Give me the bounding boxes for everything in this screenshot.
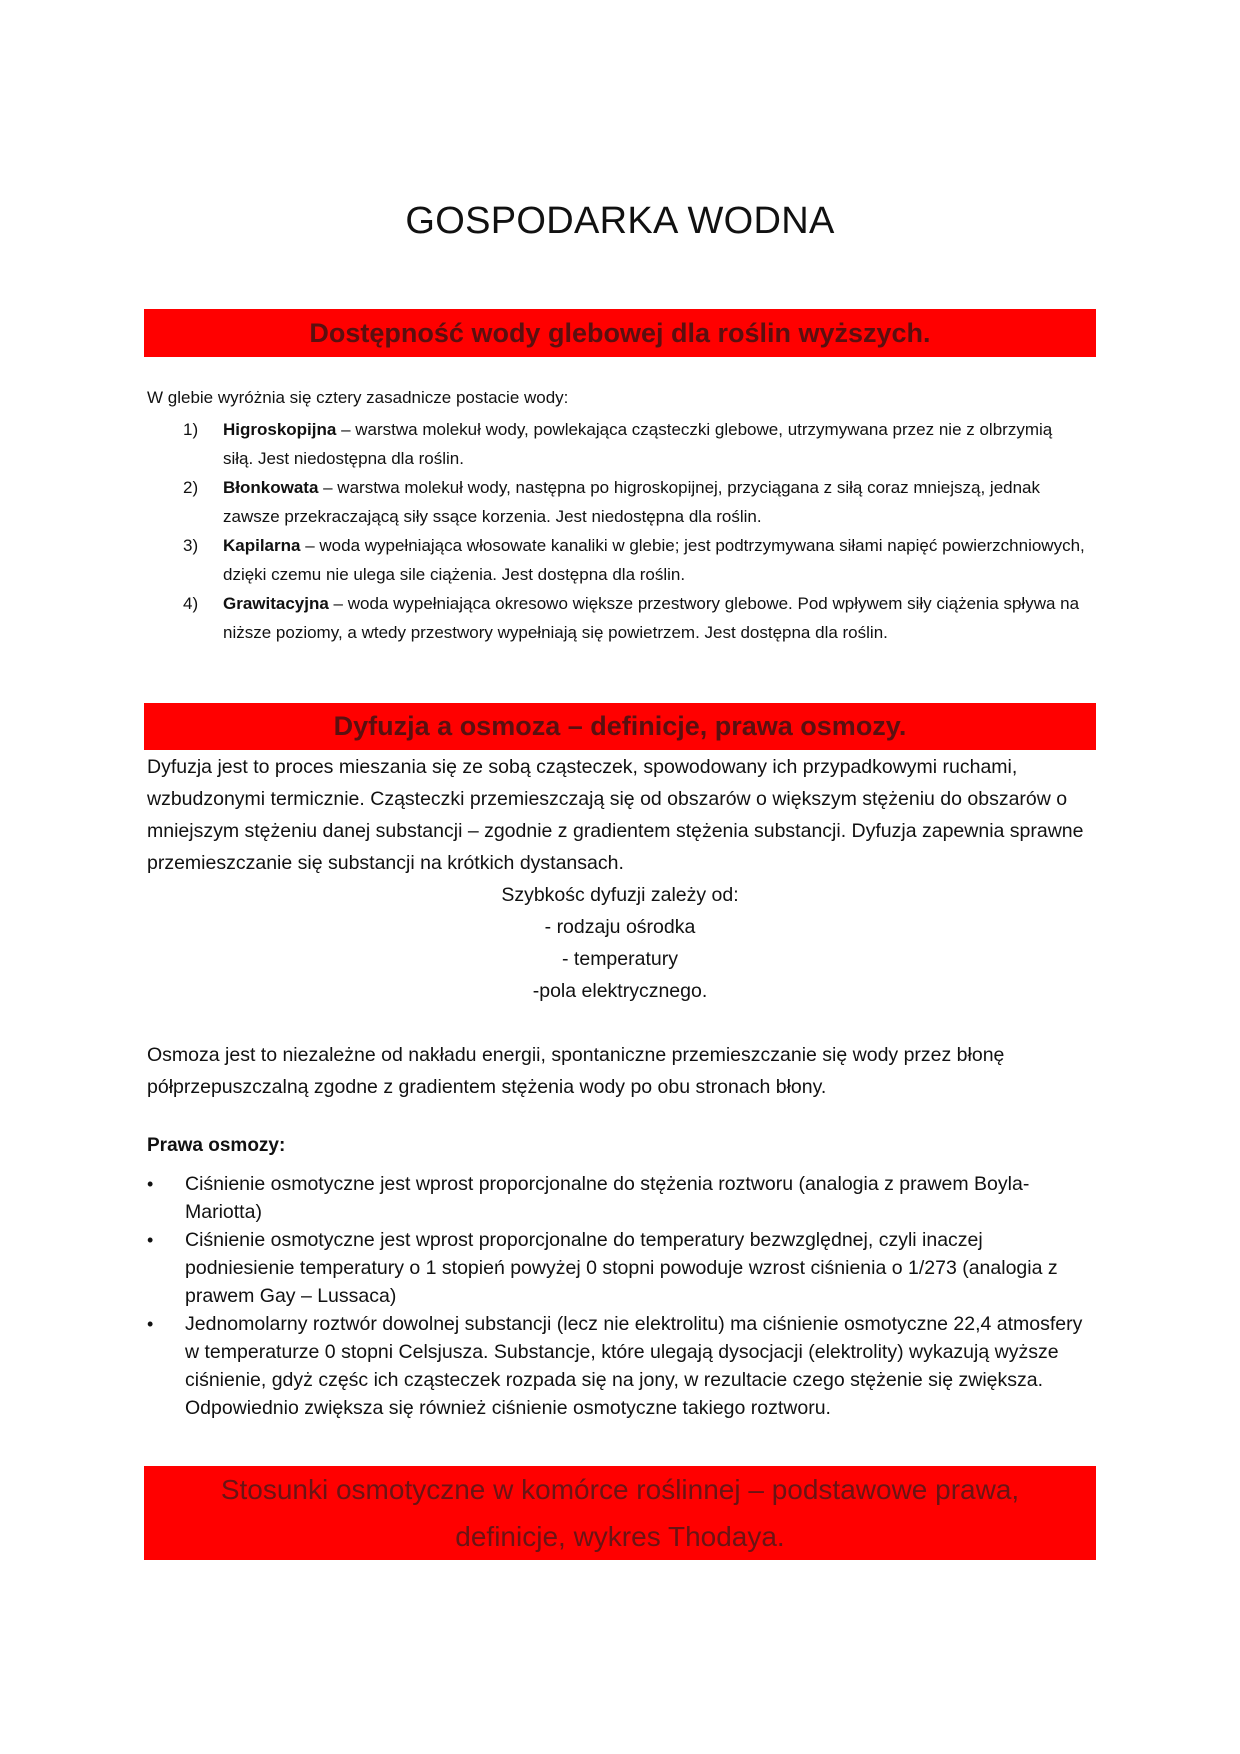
speed-factor-item: - temperatury (562, 948, 678, 970)
list-item-number: 3) (183, 536, 199, 555)
section-heading-line: definicje, wykres Thodaya. (455, 1521, 785, 1552)
bullet-icon: • (147, 1230, 154, 1250)
bullet-icon: • (147, 1174, 154, 1194)
law-text: Ciśnienie osmotyczne jest wprost proporcjonalne do stężenia roztworu (analogia z prawem Boyla-Mariotta) (185, 1173, 1030, 1223)
soil-water-forms-list (147, 415, 1087, 647)
list-item-term: Kapilarna (223, 536, 301, 555)
law-text: Ciśnienie osmotyczne jest wprost proporcjonalne do temperatury bezwzględnej, czyli inaczej podniesienie temperatury o 1 stopień powyżej 0 stopni powoduje wzrost ciśnienia o 1/273 (analogia z prawem Gay – Lussaca) (185, 1229, 1058, 1307)
section-heading-diffusion-osmosis: Dyfuzja a osmoza – definicje, prawa osmozy. (144, 703, 1096, 750)
diffusion-speed-factors (0, 879, 1240, 1007)
law-text: Jednomolarny roztwór dowolnej substancji (lecz nie elektrolitu) ma ciśnienie osmotyczne 22,4 atmosfery w temperaturze 0 stopni Celsjusza. Substancje, które ulegają dysocjacji (elektrolity) wykazują wyższe ciśnienie, gdyż częśc ich cząsteczek rozpada się na jony, w rezultacie czego stężenie się zwiększa. Odpowiednio zwiększa się również ciśnienie osmotyczne takiego roztworu. (185, 1313, 1083, 1419)
list-item-number: 1) (183, 420, 199, 439)
list-item (147, 531, 1087, 589)
list-item (147, 473, 1087, 531)
bullet-icon: • (147, 1314, 154, 1334)
speed-factors-heading: Szybkośc dyfuzji zależy od: (501, 884, 739, 906)
list-item (147, 589, 1087, 647)
soil-water-intro: W glebie wyróżnia się cztery zasadnicze postacie wody: (147, 388, 569, 407)
speed-factor-item: -pola elektrycznego. (532, 980, 708, 1002)
list-item (147, 1310, 1092, 1422)
section-heading-soil-water: Dostępność wody glebowej dla roślin wyższych. (144, 309, 1096, 357)
section-heading-line: Stosunki osmotyczne w komórce roślinnej – podstawowe prawa, (220, 1474, 1020, 1505)
list-item-text: – woda wypełniająca okresowo większe przestwory glebowe. Pod wpływem siły ciążenia spływa na niższe poziomy, a wtedy przestwory wypełniają się powietrzem. Jest dostępna dla roślin. (223, 594, 1080, 642)
list-item-text: – warstwa molekuł wody, następna po higroskopijnej, przyciągana z siłą coraz mniejszą, jednak zawsze przekraczającą siły ssące korzenia. Jest niedostępna dla roślin. (223, 478, 1041, 526)
list-item (147, 1170, 1092, 1226)
list-item-term: Grawitacyjna (223, 594, 329, 613)
list-item-number: 4) (183, 594, 199, 613)
list-item-term: Higroskopijna (223, 420, 337, 439)
list-item-term: Błonkowata (223, 478, 319, 497)
list-item (147, 1226, 1092, 1310)
osmosis-laws-heading: Prawa osmozy: (147, 1135, 286, 1156)
speed-factor-item: - rodzaju ośrodka (544, 916, 696, 938)
osmosis-paragraph: Osmoza jest to niezależne od nakładu energii, spontaniczne przemieszczanie się wody przez błonę półprzepuszczalną zgodne z gradientem stężenia wody po obu stronach błony. (147, 1044, 1005, 1098)
list-item (147, 415, 1087, 473)
osmosis-laws-list (147, 1170, 1092, 1422)
diffusion-paragraph: Dyfuzja jest to proces mieszania się ze sobą cząsteczek, spowodowany ich przypadkowymi ruchami, wzbudzonymi termicznie. Cząsteczki przemieszczają się od obszarów o większym stężeniu do obszarów o mniejszym stężeniu danej substancji – zgodnie z gradientem stężenia substancji. Dyfuzja zapewnia sprawne przemieszczanie się substancji na krótkich dystansach. (147, 756, 1084, 874)
document-title: GOSPODARKA WODNA (405, 200, 835, 242)
section-heading-osmotic-relations (144, 1466, 1096, 1560)
list-item-text: – warstwa molekuł wody, powlekająca cząsteczki glebowe, utrzymywana przez nie z olbrzymią siłą. Jest niedostępna dla roślin. (223, 420, 1053, 468)
list-item-number: 2) (183, 478, 199, 497)
list-item-text: – woda wypełniająca włosowate kanaliki w glebie; jest podtrzymywana siłami napięć powierzchniowych, dzięki czemu nie ulega sile ciążenia. Jest dostępna dla roślin. (223, 536, 1085, 584)
